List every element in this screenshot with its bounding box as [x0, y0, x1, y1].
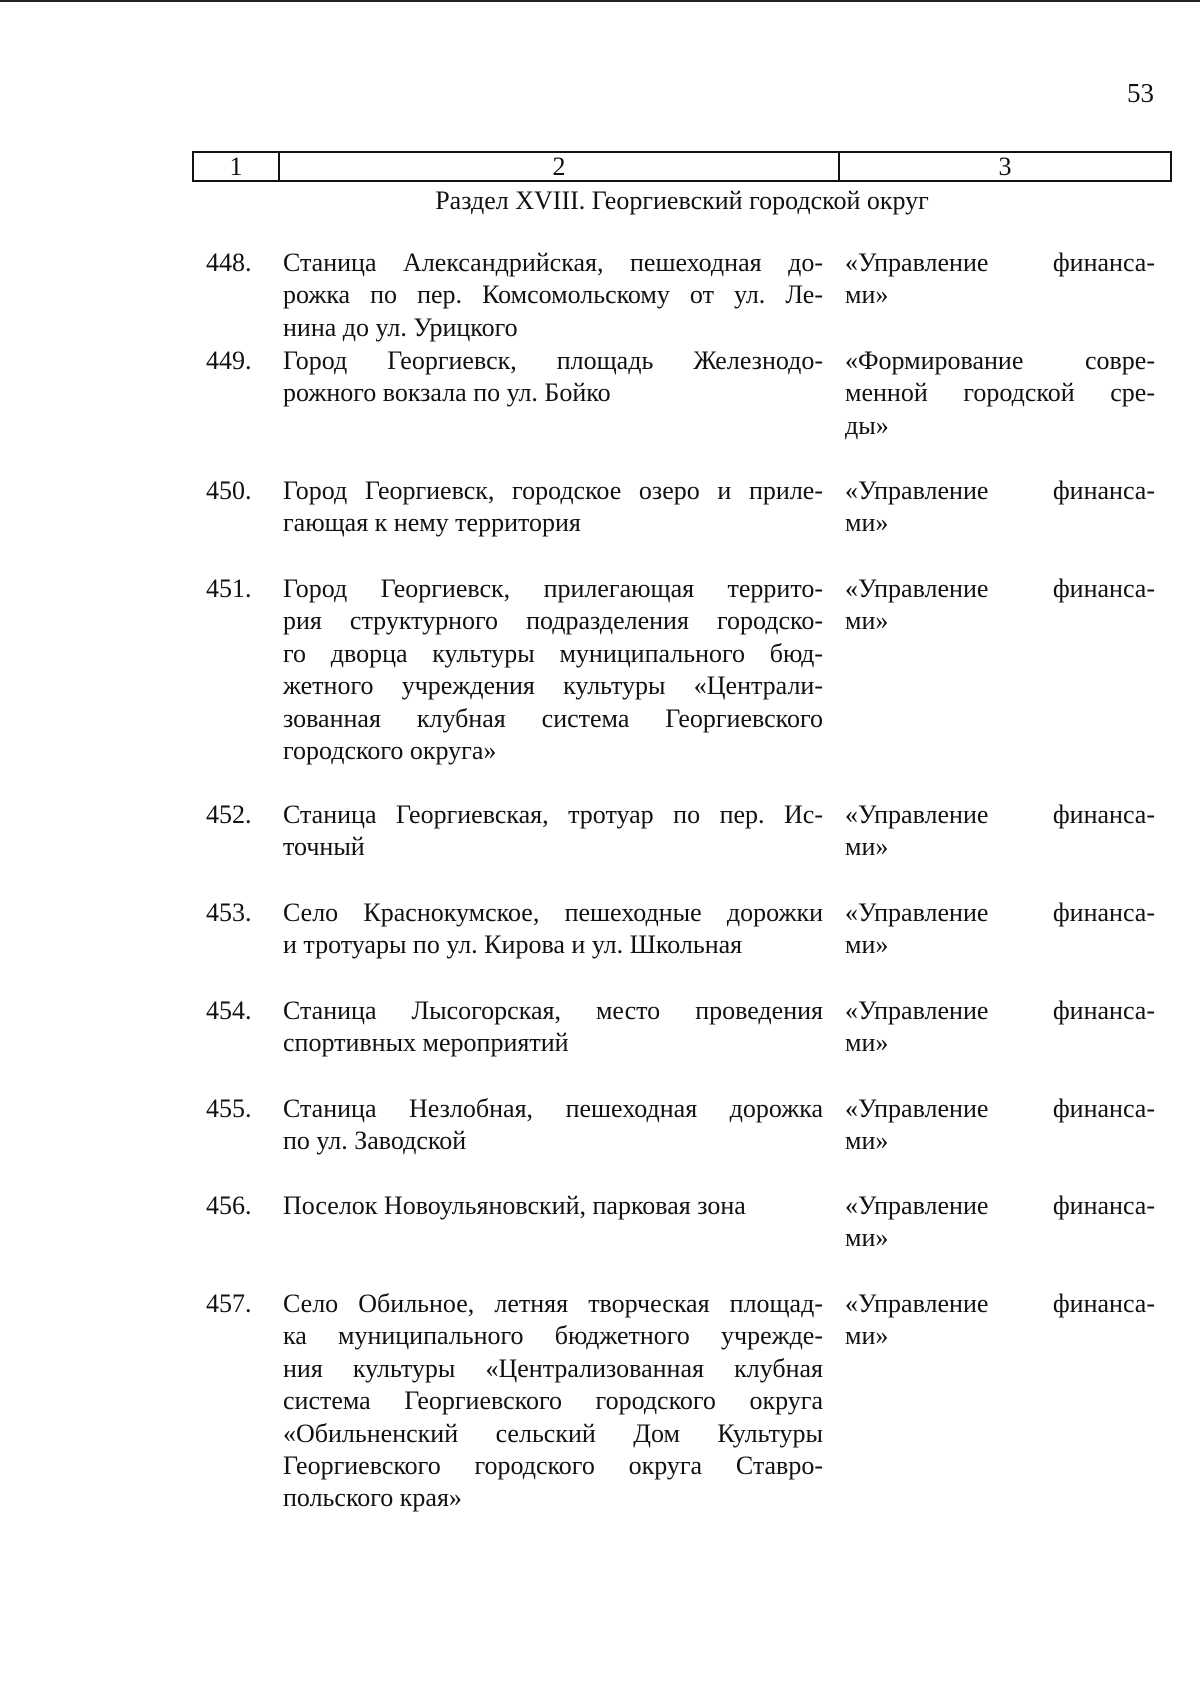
top-border-line [0, 0, 1200, 2]
description-line: Станица Александрийская, пешеходная до- [283, 248, 823, 277]
entry-description [283, 345, 823, 410]
description-line: Поселок Новоульяновский, парковая зона [283, 1191, 746, 1220]
description-line: Георгиевского городского округа Ставро- [283, 1451, 823, 1481]
description-line: Станица Лысогорская, место проведения [283, 996, 823, 1025]
program-line: «Управление финанса- [845, 898, 1155, 927]
entry-description [283, 475, 823, 540]
column-header-row [192, 151, 1172, 182]
description-line: рожного вокзала по ул. Бойко [283, 378, 611, 408]
entry-number: 455. [206, 1094, 252, 1123]
section-title: Раздел XVIII. Георгиевский городской округ [435, 186, 929, 215]
description-line: нина до ул. Урицкого [283, 312, 518, 342]
description-line: ка муниципального бюджетного учрежде- [283, 1321, 823, 1351]
program-line: ми» [845, 1223, 889, 1253]
program-line: ми» [845, 1126, 889, 1156]
entry-program [845, 1288, 1155, 1353]
entry-description [283, 1093, 823, 1158]
column-header-1: 1 [194, 153, 280, 180]
program-line: «Формирование совре- [845, 346, 1155, 375]
program-line: ми» [845, 508, 889, 538]
program-line: «Управление финанса- [845, 1094, 1155, 1123]
entry-number: 448. [206, 248, 252, 277]
description-line: Село Краснокумское, пешеходные дорожки [283, 898, 823, 927]
entry-program [845, 897, 1155, 962]
entry-program [845, 475, 1155, 540]
description-line: Село Обильное, летняя творческая площад- [283, 1289, 823, 1318]
entry-number: 449. [206, 346, 252, 375]
description-line: система Георгиевского городского округа [283, 1386, 823, 1416]
entry-number: 452. [206, 800, 252, 829]
program-line: «Управление финанса- [845, 574, 1155, 603]
description-line: спортивных мероприятий [283, 1028, 569, 1058]
description-line: по ул. Заводской [283, 1126, 467, 1156]
entry-program [845, 345, 1155, 442]
entry-description [283, 799, 823, 864]
entry-description [283, 897, 823, 962]
program-line: ми» [845, 606, 889, 636]
page-number: 53 [1127, 78, 1154, 108]
entry-number: 454. [206, 996, 252, 1025]
program-line: «Управление финанса- [845, 996, 1155, 1025]
description-line: городского округа» [283, 736, 497, 766]
entry-program [845, 247, 1155, 312]
entry-number: 457. [206, 1289, 252, 1318]
program-line: ды» [845, 410, 889, 440]
entry-program [845, 573, 1155, 638]
program-line: ми» [845, 280, 889, 310]
description-line: Станица Георгиевская, тротуар по пер. Ис- [283, 800, 823, 829]
column-header-2: 2 [280, 153, 840, 180]
program-line: ми» [845, 832, 889, 862]
program-line: «Управление финанса- [845, 800, 1155, 829]
program-line: «Управление финанса- [845, 476, 1155, 505]
program-line: «Управление финанса- [845, 248, 1155, 277]
entry-number: 451. [206, 574, 252, 603]
description-line: «Обильненский сельский Дом Культуры [283, 1418, 823, 1448]
description-line: зованная клубная система Георгиевского [283, 703, 823, 733]
description-line: и тротуары по ул. Кирова и ул. Школьная [283, 930, 743, 960]
entry-program [845, 1093, 1155, 1158]
entry-number: 453. [206, 898, 252, 927]
program-line: ми» [845, 1028, 889, 1058]
program-line: «Управление финанса- [845, 1191, 1155, 1220]
description-line: жетного учреждения культуры «Централи- [283, 671, 823, 701]
program-line: ми» [845, 1321, 889, 1351]
entry-program [845, 799, 1155, 864]
program-line: «Управление финанса- [845, 1289, 1155, 1318]
description-line: ния культуры «Централизованная клубная [283, 1353, 823, 1383]
entry-description [283, 247, 823, 344]
program-line: менной городской сре- [845, 378, 1155, 408]
description-line: гающая к нему территория [283, 508, 581, 538]
description-line: Город Георгиевск, прилегающая террито- [283, 574, 823, 603]
program-line: ми» [845, 930, 889, 960]
description-line: рожка по пер. Комсомольскому от ул. Ле- [283, 280, 823, 310]
entry-description [283, 573, 823, 767]
entry-number: 450. [206, 476, 252, 505]
entry-program [845, 1190, 1155, 1255]
entry-description [283, 1190, 823, 1222]
description-line: Город Георгиевск, городское озеро и приле- [283, 476, 823, 505]
column-header-3: 3 [998, 151, 1012, 181]
description-line: Станица Незлобная, пешеходная дорожка [283, 1094, 823, 1123]
entry-description [283, 1288, 823, 1515]
description-line: Город Георгиевск, площадь Железнодо- [283, 346, 823, 375]
description-line: рия структурного подразделения городско- [283, 606, 823, 636]
description-line: польского края» [283, 1483, 462, 1513]
entry-program [845, 995, 1155, 1060]
entry-number: 456. [206, 1191, 252, 1220]
entry-description [283, 995, 823, 1060]
description-line: точный [283, 832, 365, 862]
description-line: го дворца культуры муниципального бюд- [283, 638, 823, 668]
